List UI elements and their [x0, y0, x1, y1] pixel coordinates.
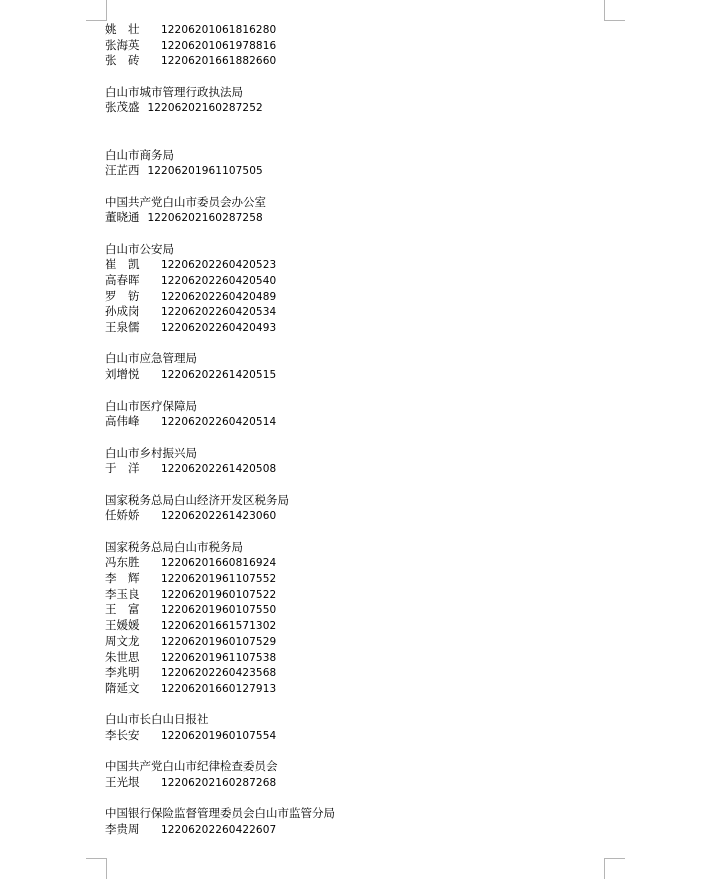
person-id: 12206202260420523 [161, 259, 277, 272]
organization-heading: 中国共产党白山市委员会办公室 [105, 194, 266, 209]
person-id: 12206201061978816 [161, 39, 277, 52]
person-id: 12206201661571302 [161, 620, 277, 633]
person-name: 高伟峰 [105, 414, 140, 429]
person-id: 12206201960107550 [161, 604, 277, 617]
person-id: 12206202261420515 [161, 369, 277, 382]
person-entry [105, 775, 605, 791]
person-id: 12206201961107505 [147, 165, 263, 178]
person-name: 张茂盛 [105, 100, 140, 115]
person-id: 12206201961107552 [161, 573, 277, 586]
person-id: 12206202260420534 [161, 306, 277, 319]
person-id: 12206201960107554 [161, 729, 277, 742]
person-name: 李 辉 [105, 571, 140, 586]
person-entry [105, 53, 605, 69]
person-name: 于 洋 [105, 461, 140, 476]
person-name: 张海英 [105, 37, 140, 52]
person-entry [105, 163, 605, 179]
person-name: 李贵周 [105, 822, 140, 837]
blank-line [105, 226, 605, 242]
person-entry [105, 273, 605, 289]
blank-line [105, 132, 605, 148]
person-id: 12206202160287268 [161, 777, 277, 789]
person-entry [105, 822, 605, 838]
organization-heading: 白山市长白山日报社 [105, 712, 209, 727]
person-id: 12206201660816924 [161, 557, 277, 570]
person-entry [105, 555, 605, 571]
person-id: 12206201960107529 [161, 635, 277, 648]
person-id: 12206202260423568 [161, 667, 277, 680]
crop-mark-top-right [604, 0, 625, 21]
blank-line [105, 69, 605, 85]
organization-heading: 国家税务总局白山市税务局 [105, 539, 243, 554]
organization-heading: 白山市城市管理行政执法局 [105, 84, 243, 99]
person-entry [105, 461, 605, 477]
person-name: 刘增悦 [105, 367, 140, 382]
person-entry [105, 650, 605, 666]
blank-line [105, 430, 605, 446]
person-id: 12206201660127913 [161, 682, 277, 695]
blank-line [105, 744, 605, 760]
blank-line [105, 336, 605, 352]
person-name: 高春晖 [105, 273, 140, 287]
person-entry [105, 508, 605, 524]
organization-heading: 白山市商务局 [105, 147, 174, 162]
person-name: 崔 凯 [105, 257, 140, 272]
organization-heading: 白山市公安局 [105, 241, 174, 256]
person-id: 12206201061816280 [161, 24, 277, 36]
person-entry [105, 618, 605, 634]
person-id: 12206202160287252 [147, 102, 263, 115]
person-id: 12206202260420493 [161, 322, 277, 335]
person-entry [105, 22, 605, 38]
person-entry [105, 681, 605, 697]
person-id: 12206202260422607 [161, 824, 277, 837]
person-id: 12206202160287258 [147, 212, 263, 225]
person-name: 王 富 [105, 602, 140, 617]
person-name: 周文龙 [105, 633, 140, 648]
person-entry [105, 587, 605, 603]
person-entry [105, 320, 605, 336]
organization-heading: 中国共产党白山市纪律检查委员会 [105, 759, 278, 774]
organization-heading: 白山市医疗保障局 [105, 398, 197, 413]
person-name: 李兆明 [105, 665, 140, 680]
blank-line [105, 383, 605, 399]
person-entry [105, 367, 605, 383]
person-entry [105, 38, 605, 54]
blank-line [105, 477, 605, 493]
person-id: 12206202260420514 [161, 416, 277, 429]
person-id: 12206202261423060 [161, 510, 277, 523]
person-entry [105, 289, 605, 305]
blank-line [105, 116, 605, 132]
person-name: 李玉良 [105, 586, 140, 601]
person-name: 王泉儒 [105, 320, 140, 335]
person-name: 罗 钫 [105, 288, 140, 303]
person-entry [105, 665, 605, 681]
person-entry [105, 571, 605, 587]
person-id: 12206202260420540 [161, 275, 277, 287]
person-name: 任娇娇 [105, 508, 140, 523]
person-name: 李长安 [105, 727, 140, 742]
person-name: 姚 壮 [105, 22, 140, 36]
document-body [105, 22, 605, 838]
person-id: 12206201960107522 [161, 588, 277, 601]
person-entry [105, 728, 605, 744]
blank-line [105, 791, 605, 807]
person-id: 12206202260420489 [161, 290, 277, 303]
person-entry [105, 602, 605, 618]
person-name: 张 砖 [105, 53, 140, 68]
organization-heading: 中国银行保险监督管理委员会白山市监管分局 [105, 806, 335, 821]
person-name: 朱世思 [105, 649, 140, 664]
crop-mark-bottom-right [604, 858, 625, 879]
organization-heading: 白山市乡村振兴局 [105, 445, 197, 460]
crop-mark-top-left [86, 0, 107, 21]
person-name: 王光垠 [105, 775, 140, 789]
person-id: 12206201961107538 [161, 651, 277, 664]
organization-heading: 白山市应急管理局 [105, 351, 197, 366]
blank-line [105, 179, 605, 195]
person-name: 冯东胜 [105, 555, 140, 570]
person-entry [105, 100, 605, 116]
person-entry [105, 414, 605, 430]
person-name: 孙成岗 [105, 304, 140, 319]
person-name: 隋延文 [105, 680, 140, 695]
person-entry [105, 634, 605, 650]
person-id: 12206201661882660 [161, 55, 277, 68]
crop-mark-bottom-left [86, 858, 107, 879]
blank-line [105, 524, 605, 540]
person-name: 汪芷西 [105, 163, 140, 178]
person-name: 董晓通 [105, 210, 140, 225]
blank-line [105, 697, 605, 713]
person-entry [105, 304, 605, 320]
person-entry [105, 257, 605, 273]
person-entry [105, 210, 605, 226]
person-name: 王媛媛 [105, 618, 140, 633]
organization-heading: 国家税务总局白山经济开发区税务局 [105, 492, 289, 507]
person-id: 12206202261420508 [161, 463, 277, 476]
